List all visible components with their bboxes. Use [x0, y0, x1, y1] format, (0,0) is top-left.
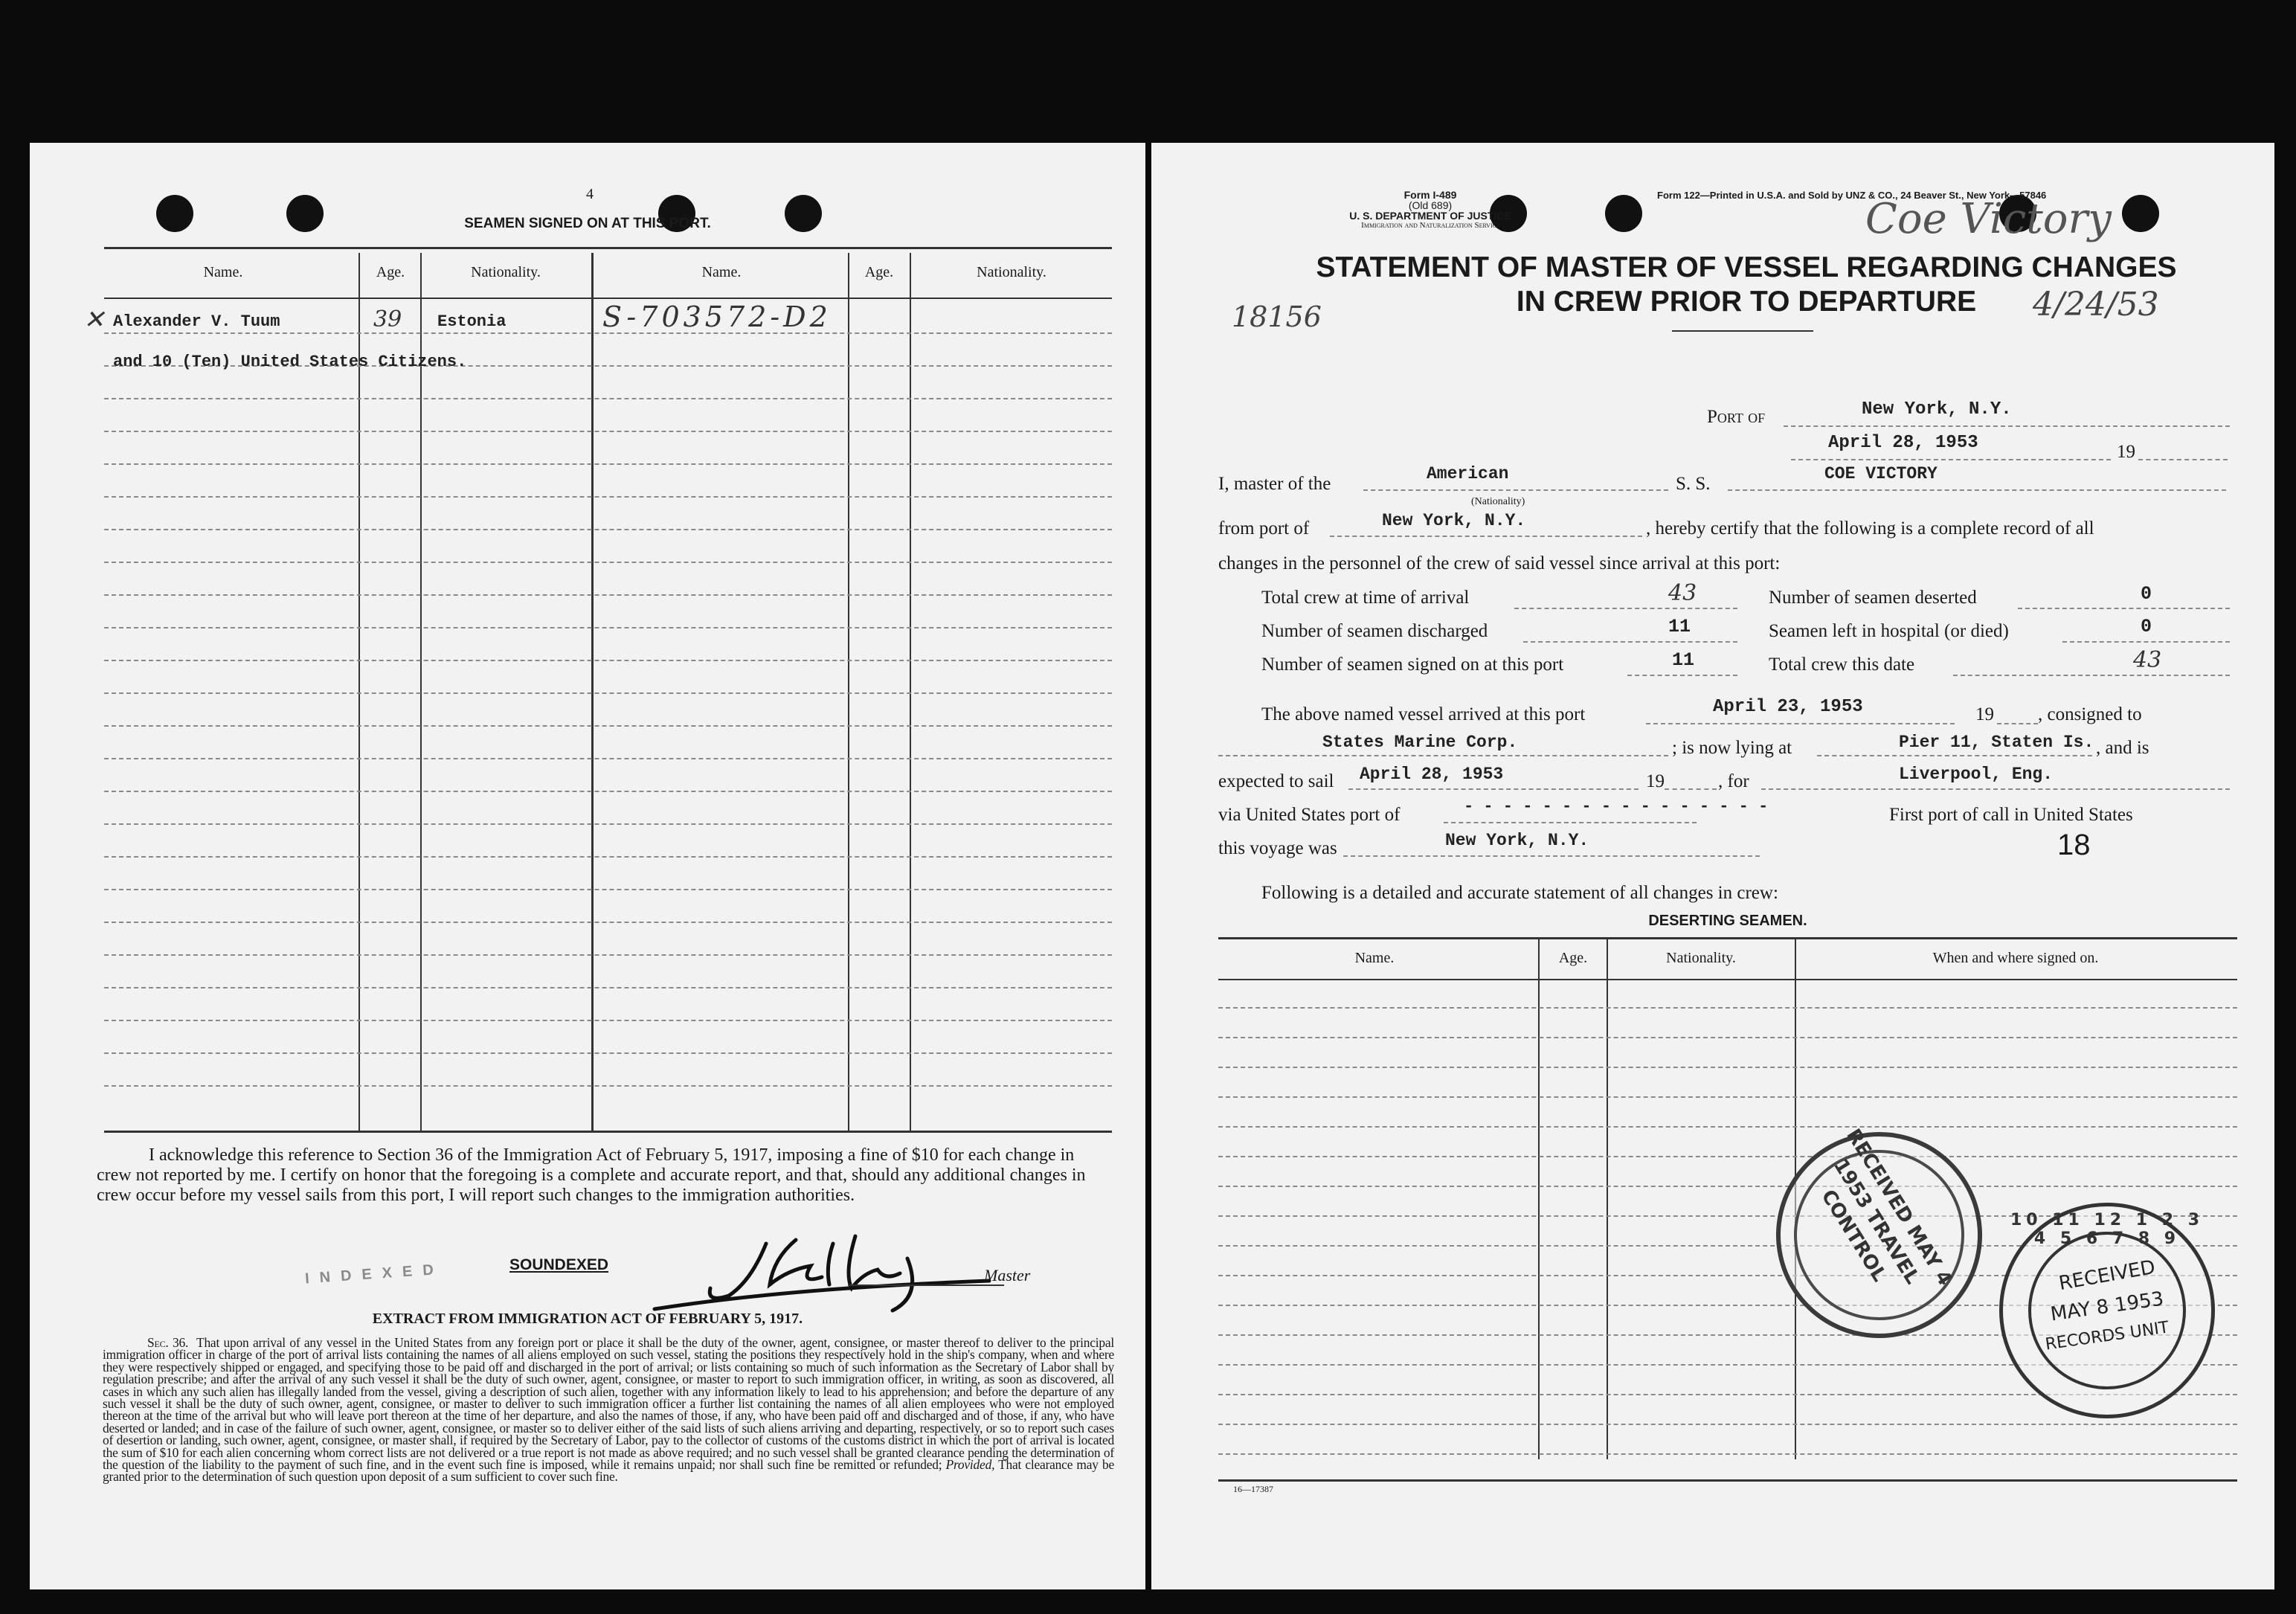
handwritten-file-number: 18156 — [1232, 300, 1322, 333]
first-port-line — [1343, 855, 1760, 857]
stat-total-crew-arrival-label: Total crew at time of arrival — [1261, 588, 1470, 608]
and-is-label: , and is — [2096, 738, 2149, 758]
arrived-line — [1646, 723, 1955, 724]
date-line — [1791, 459, 2111, 460]
deserting-col-name: Name. — [1354, 950, 1395, 966]
master-signature-line — [848, 1285, 1004, 1286]
stat-line — [1627, 675, 1737, 676]
year-prefix-text: 19 — [2117, 442, 2135, 462]
table-top-rule — [104, 247, 1112, 249]
seaman-age: 39 — [373, 306, 402, 332]
section-36-body: That upon arrival of any vessel in the United States from any foreign port or place it shall be the duty of the owner, agent, consignee, or master thereof to deliver to the principal immigration officer in charge of the port of arrival lists containing the names of all aliens employed on such vessel, stating the positions they respectively hold in the ship's company, when and where they were respectively shipped or engaged, and specifying those to be paid off and discharged in the port of arrival; or lists containing so much of such information as the Secretary of Labor shall by regulation prescribe; and after the arrival of any such vessel it shall be the duty of such owner, agent, consignee, or master to report to such immigration officer, in writing, as soon as discovered, all cases in which any such alien has illegally landed from the vessel, giving a description of such alien, together with any information likely to lead to his apprehension; and before the departure of any such vessel it shall be the duty of such owner, agent, consignee, or master to deliver to such immigration officer a further list containing the names of all alien employees who were not employed thereon at the time of the arrival but who will leave port thereon at the time of her departure, and also the names of those, if any, who have been paid off and discharged and of those, if any, who have deserted or landed; and in case of the failure of such owner, agent, consignee, or master so to deliver either of the said lists of such aliens arriving and departing, respectively, or so to report such cases of desertion or landing, such owner, agent, consignee, or master shall, if required by the Secretary of Labor, pay to the collector of customs of the customs district in which the port of arrival is located the sum of $10 for each alien concerning whom correct lists are not delivered or a true report is not made as above required; and no such vessel shall be granted clearance pending the determination of the question of the liability to the payment of such fine, and in the event such fine is imposed, while it remains unpaid; nor shall such fine be remitted or refunded; — [103, 1335, 1114, 1473]
row-line — [104, 987, 1112, 988]
right-page — [1151, 143, 2274, 1589]
seaman-nationality: Estonia — [437, 312, 507, 331]
records-unit-received: RECEIVED — [2057, 1255, 2158, 1296]
year-prefix-2: 19 — [1975, 704, 1994, 724]
year-line — [2138, 459, 2228, 460]
row-line — [104, 627, 1112, 628]
handwritten-date: 4/24/53 — [2033, 286, 2159, 324]
stat-deserted-value: 0 — [2141, 583, 2152, 605]
row-line — [1218, 1424, 2237, 1425]
from-port-label: from port of — [1218, 518, 1310, 538]
first-port-value: New York, N.Y. — [1445, 831, 1589, 850]
row-line — [1218, 1037, 2237, 1038]
col-header-name-2: Name. — [701, 264, 742, 280]
records-unit-stamp-ring: 10 11 12 1 2 3 4 5 6 7 8 9 — [2010, 1211, 2205, 1248]
expected-line — [1348, 788, 1639, 790]
table-header-rule — [104, 298, 1112, 299]
arrived-label: The above named vessel arrived at this port — [1261, 704, 1586, 724]
form-title-line-2: IN CREW PRIOR TO DEPARTURE — [1516, 286, 1977, 318]
row-line — [104, 1020, 1112, 1021]
stat-deserted-label: Number of seamen deserted — [1769, 588, 1977, 608]
row-line — [1218, 1156, 2237, 1157]
form-code: 16—17387 — [1233, 1484, 1273, 1494]
expected-value: April 28, 1953 — [1360, 765, 1504, 784]
consignee-value: States Marine Corp. — [1322, 733, 1518, 752]
handwritten-ship-name: Coe Victory — [1865, 195, 2112, 243]
col-divider — [591, 253, 594, 1131]
row-line — [104, 594, 1112, 596]
certify-text: , hereby certify that the following is a complete record of all — [1646, 518, 2094, 538]
row-line — [1218, 1186, 2237, 1187]
row-line — [104, 823, 1112, 825]
deserting-table-top — [1218, 937, 2237, 939]
section-36-end: That clearance may be granted prior to the determination of such question upon deposit of a sum sufficient to cover such fine. — [103, 1457, 1114, 1485]
row-line — [104, 529, 1112, 530]
via-line — [1444, 822, 1697, 823]
page-number: 4 — [586, 186, 594, 202]
stat-discharged-value: 11 — [1668, 616, 1691, 637]
deserting-table-header-rule — [1218, 979, 2237, 980]
from-port-value: New York, N.Y. — [1382, 511, 1526, 530]
row-line — [104, 431, 1112, 432]
vessel-name: COE VICTORY — [1824, 464, 1938, 483]
left-page — [30, 143, 1145, 1589]
records-unit-label: RECORDS UNIT — [2044, 1318, 2170, 1354]
row-line — [104, 922, 1112, 923]
form-old-number: (Old 689) — [1408, 199, 1453, 211]
section-36-text — [103, 1337, 1114, 1483]
row-line — [104, 889, 1112, 890]
row-line — [104, 856, 1112, 858]
seamen-signed-heading: SEAMEN SIGNED ON AT THIS PORT. — [464, 216, 711, 231]
records-unit-date: MAY 8 1953 — [2048, 1287, 2165, 1326]
form-title-line-1: STATEMENT OF MASTER OF VESSEL REGARDING CHANGES — [1316, 251, 2177, 283]
stat-hospital-label: Seamen left in hospital (or died) — [1769, 621, 2009, 641]
stat-line — [2018, 608, 2230, 609]
row-line — [104, 660, 1112, 661]
expected-label: expected to sail — [1218, 771, 1334, 791]
acknowledgement-text: I acknowledge this reference to Section 36 of the Immigration Act of February 5, 1917, imposing a fine of $10 for each change in crew not reported by me. I certify on honor that the foregoing is a complete and accurate report, and that, should any additional changes in crew occur before my vessel sails from this port, I will report such changes to the immigration authorities. — [97, 1145, 1086, 1205]
via-label: via United States port of — [1218, 805, 1401, 825]
travel-control-stamp — [1757, 1113, 2001, 1357]
stat-hospital-value: 0 — [2141, 616, 2152, 637]
row-line — [104, 758, 1112, 759]
col-divider — [848, 253, 849, 1131]
lying-value: Pier 11, Staten Is. — [1899, 733, 2094, 752]
year-prefix — [2117, 442, 2135, 463]
deserting-col-age: Age. — [1558, 950, 1588, 966]
title-underline — [1672, 330, 1813, 332]
port-value: New York, N.Y. — [1862, 399, 2012, 419]
deserting-col-when-where: When and where signed on. — [1932, 950, 2099, 966]
year-prefix-3: 19 — [1646, 771, 1665, 791]
row-line — [104, 398, 1112, 399]
consigned-label: , consigned to — [2038, 704, 2142, 724]
form-number: Form I-489 — [1403, 189, 1457, 201]
for-label: , for — [1718, 771, 1749, 791]
col-header-nationality-2: Nationality. — [977, 264, 1046, 280]
row-line — [104, 692, 1112, 694]
row-line — [1218, 1007, 2237, 1009]
printer-note: Form 122—Printed in U.S.A. and Sold by UNZ & CO., 24 Beaver St., New York—57846 — [1657, 190, 2047, 201]
col-divider — [1607, 939, 1608, 1459]
row-line — [1218, 1126, 2237, 1128]
nationality-line — [1363, 489, 1668, 491]
seaman-name-summary: and 10 (Ten) United States Citizens. — [113, 353, 467, 371]
col-divider — [420, 253, 422, 1131]
department-name: U. S. DEPARTMENT OF JUSTICE — [1349, 210, 1511, 222]
service-name: Immigration and Naturalization Service — [1361, 221, 1500, 230]
stat-total-crew-arrival-value: 43 — [1668, 580, 1697, 606]
master-of-label: I, master of the — [1218, 474, 1331, 494]
ss-label: S. S. — [1676, 474, 1711, 494]
row-line — [1218, 1067, 2237, 1068]
arrived-value: April 23, 1953 — [1713, 697, 1863, 717]
stat-line — [1953, 675, 2230, 676]
section-36-label: Sec. 36. — [147, 1335, 189, 1350]
stat-line — [2062, 641, 2230, 643]
col-divider — [1538, 939, 1540, 1459]
stat-line — [1514, 608, 1737, 609]
destination-line — [1761, 788, 2230, 790]
soundexed-stamp: SOUNDEXED — [509, 1256, 609, 1273]
nationality-caption: (Nationality) — [1471, 496, 1525, 507]
handwritten-seaman-number: S-703572-D2 — [602, 300, 832, 333]
deserting-col-nationality: Nationality. — [1666, 950, 1736, 966]
check-mark: ✕ — [83, 305, 105, 335]
stat-total-crew-value: 43 — [2133, 647, 2162, 673]
col-header-age-2: Age. — [864, 264, 894, 280]
row-line — [104, 954, 1112, 956]
stat-line — [1523, 641, 1737, 643]
consignee-line — [1218, 755, 1668, 756]
following-text: Following is a detailed and accurate statement of all changes in crew: — [1261, 883, 1778, 903]
stat-total-crew-label: Total crew this date — [1769, 655, 1915, 675]
lying-label: ; is now lying at — [1672, 738, 1792, 758]
stat-signed-on-label: Number of seamen signed on at this port — [1261, 655, 1564, 675]
via-value: - - - - - - - - - - - - - - - - — [1464, 797, 1769, 816]
stat-signed-on-value: 11 — [1672, 649, 1695, 671]
col-header-nationality: Nationality. — [471, 264, 541, 280]
port-line — [1784, 425, 2230, 427]
row-line — [104, 496, 1112, 498]
table-bottom-rule — [104, 1131, 1112, 1133]
col-header-name: Name. — [203, 264, 243, 280]
row-line — [104, 562, 1112, 563]
handwritten-18: 18 — [2057, 829, 2091, 861]
row-line — [104, 463, 1112, 465]
destination-value: Liverpool, Eng. — [1899, 765, 2054, 784]
indexed-stamp: INDEXED — [304, 1261, 445, 1287]
master-label: Master — [984, 1266, 1031, 1285]
lying-line — [1817, 755, 2092, 756]
port-label: Port of — [1707, 407, 1766, 427]
row-line — [1218, 1453, 2237, 1455]
punch-hole — [1605, 195, 1642, 232]
extract-heading: EXTRACT FROM IMMIGRATION ACT OF FEBRUARY 5, 1917. — [372, 1311, 803, 1327]
from-port-line — [1330, 536, 1642, 537]
nationality-value: American — [1427, 464, 1509, 483]
stat-discharged-label: Number of seamen discharged — [1261, 621, 1488, 641]
year-line — [1665, 788, 1717, 790]
row-line — [104, 725, 1112, 727]
this-voyage-label: this voyage was — [1218, 838, 1337, 858]
vessel-line — [1728, 489, 2226, 491]
punch-hole — [2122, 195, 2159, 232]
col-divider — [358, 253, 360, 1131]
travel-control-stamp-text: RECEIVED MAY 4 1953 TRAVEL CONTROL — [1816, 1125, 1957, 1290]
certify-text-line-2: changes in the personnel of the crew of said vessel since arrival at this port: — [1218, 553, 1781, 573]
row-line — [104, 1052, 1112, 1054]
section-36-proviso: Provided, — [945, 1457, 995, 1473]
row-line — [1218, 1096, 2237, 1098]
year-line — [1997, 723, 2038, 724]
seaman-name: Alexander V. Tuum — [113, 312, 280, 331]
first-port-label: First port of call in United States — [1889, 805, 2133, 825]
row-line — [104, 791, 1112, 792]
col-header-age: Age. — [376, 264, 405, 280]
deserting-table-bottom — [1218, 1479, 2237, 1482]
statement-date: April 28, 1953 — [1828, 433, 1978, 453]
records-unit-stamp — [1999, 1203, 2215, 1418]
deserting-heading: DESERTING SEAMEN. — [1648, 913, 1807, 929]
col-divider — [910, 253, 911, 1131]
row-line — [104, 1085, 1112, 1087]
